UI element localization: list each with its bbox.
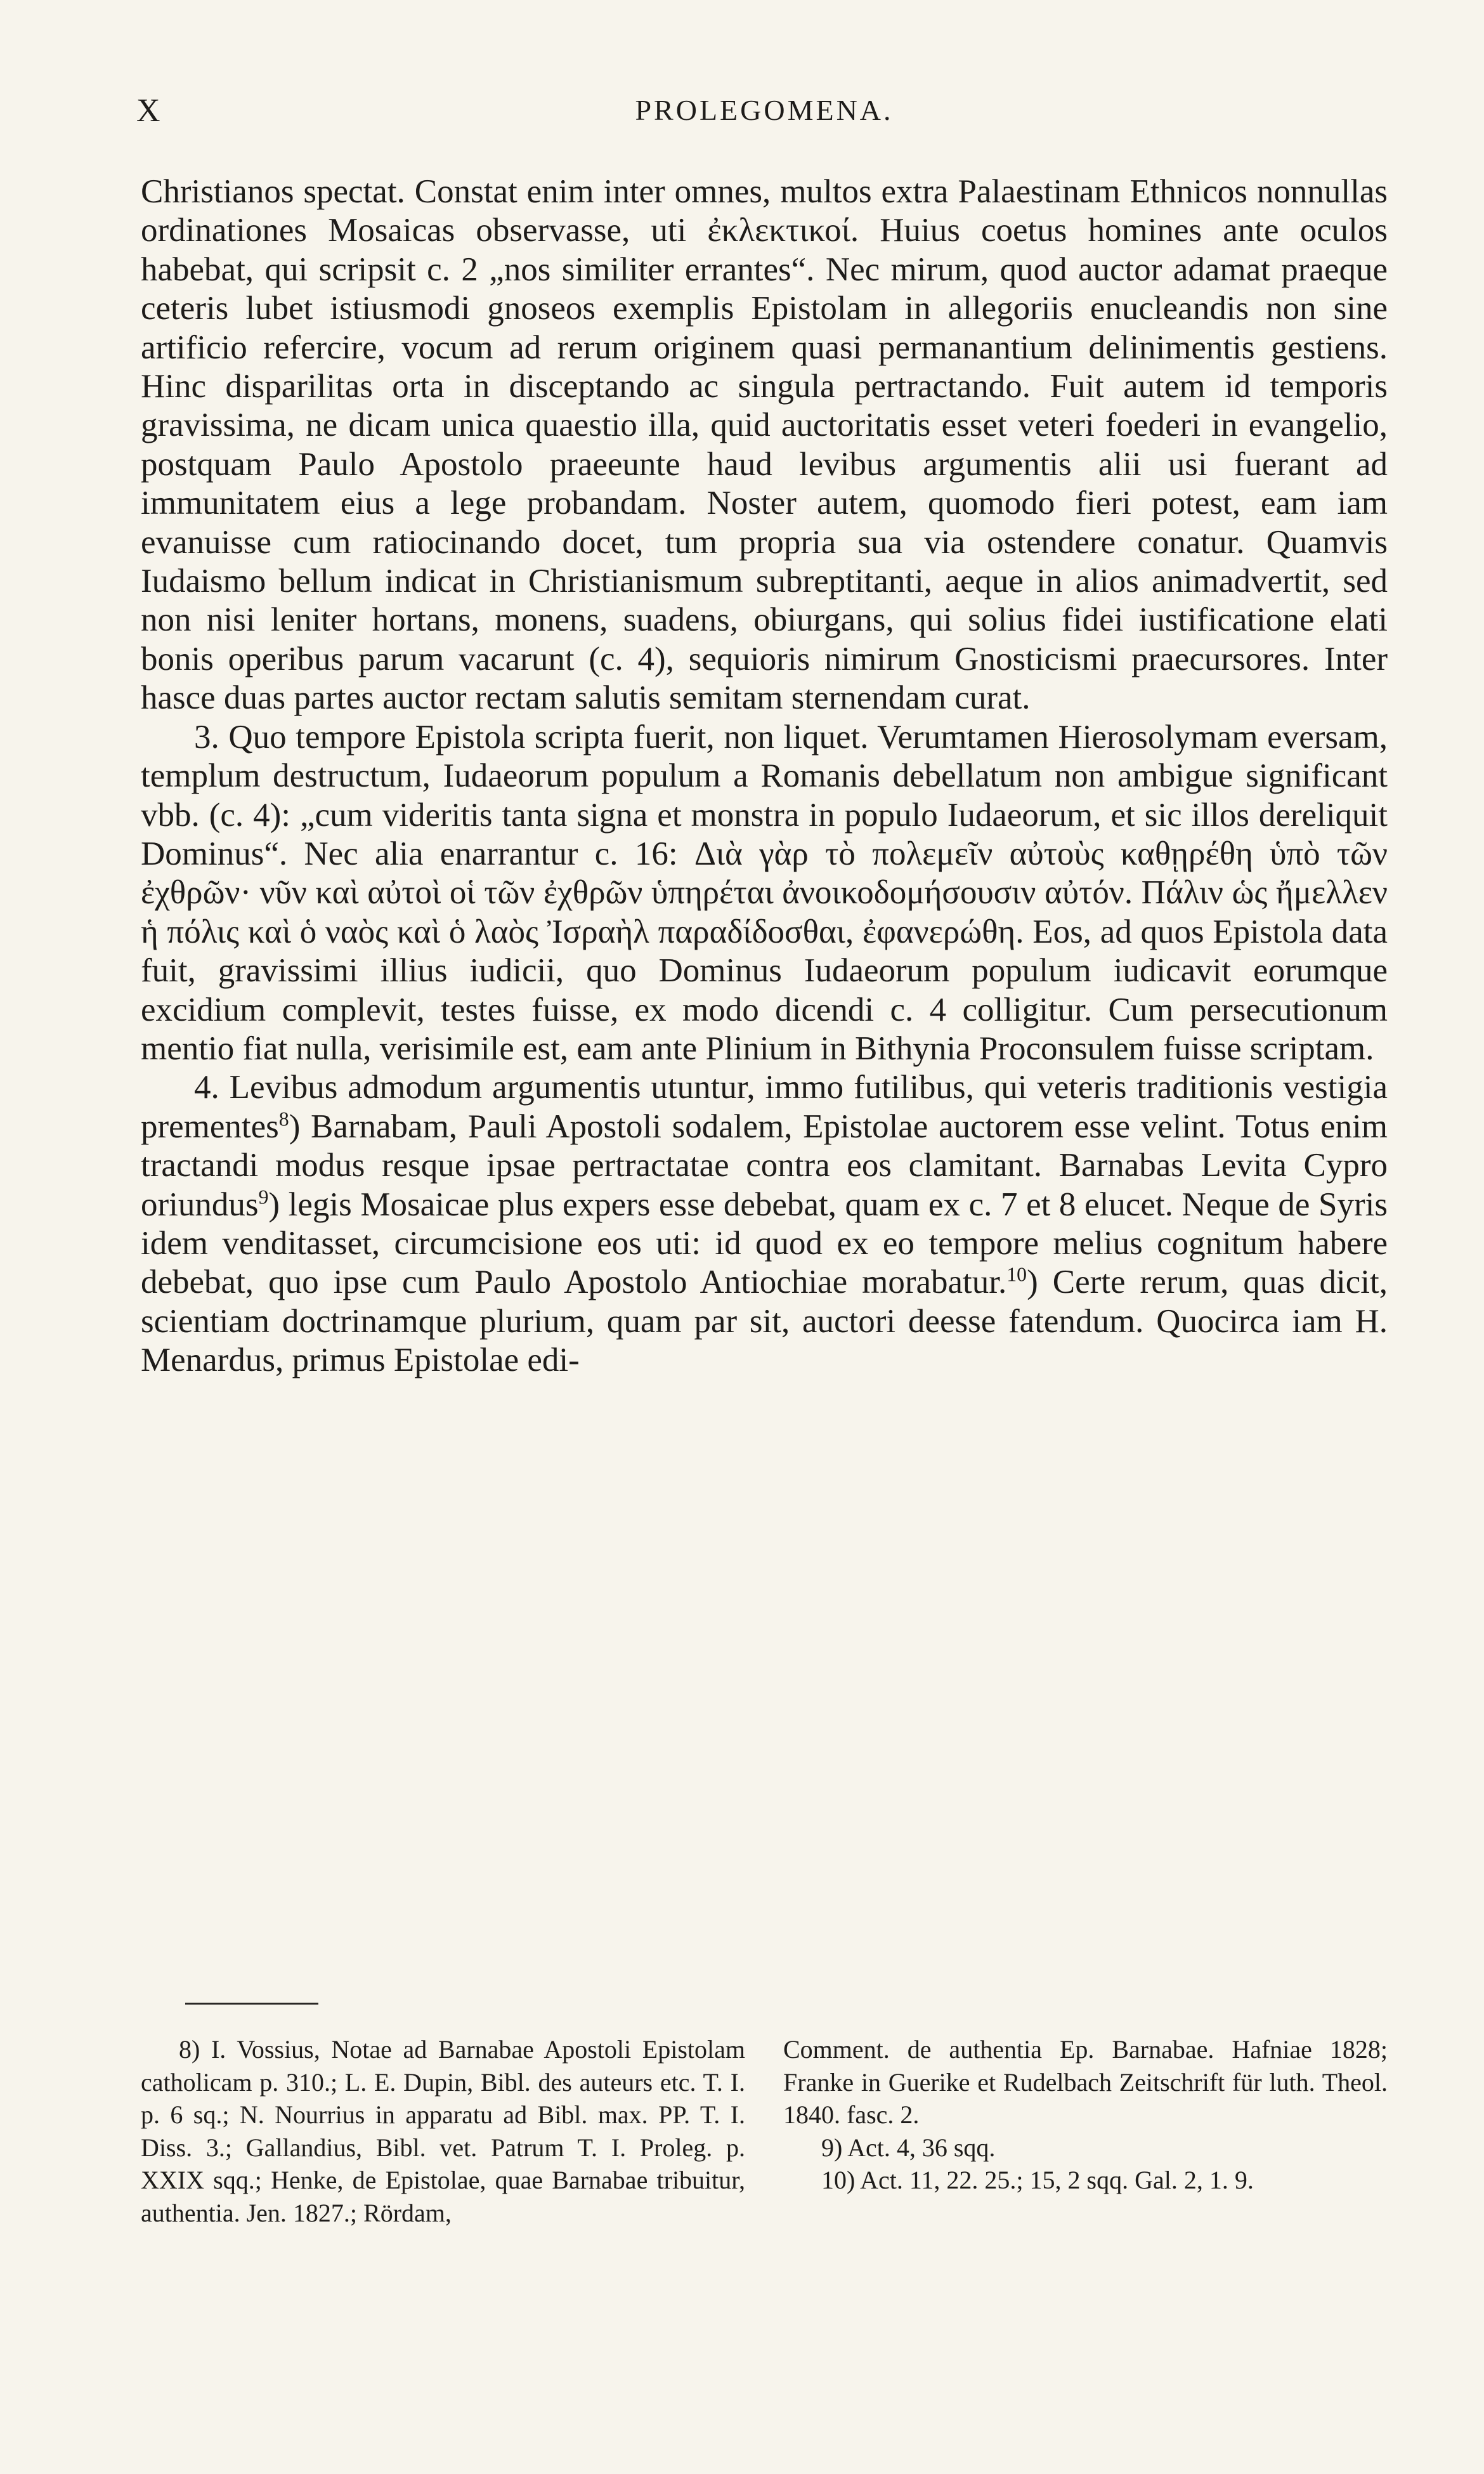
paragraph-section-3: 3. Quo tempore Epistola scripta fuerit, non liquet. Verumtamen Hierosolymam eversam, templum destructum, Iudaeorum populum a Romanis debellatum non ambigue significant vbb. (c. 4): „cum videritis tanta signa et monstra in populo Iudaeorum, et sic illos dereliquit Dominus“. Nec alia enarrantur c. 16: Διὰ γὰρ τὸ πολεμεῖν αὐτοὺς καθῃρέθη ὑπὸ τῶν ἐχθρῶν· νῦν καὶ αὐτοὶ οἱ τῶν ἐχθρῶν ὑπηρέται ἀνοικοδομήσουσιν αὐτόν. Πάλιν ὡς ἤμελλεν ἡ πόλις καὶ ὁ ναὸς καὶ ὁ λαὸς Ἰσραὴλ παραδίδοσθαι, ἐφανερώθη. Eos, ad quos Epistola data fuit, gravissimi illius iudicii, quo Dominus Iudaeorum populum iudicavit eorumque excidium complevit, testes fuisse, ex modo dicendi c. 4 colligitur. Cum persecutionum mentio fiat nulla, verisimile est, eam ante Plinium in Bithynia Proconsulem fuisse scriptam. xyxy=(141,718,1388,1067)
paragraph-section-4 xyxy=(141,1068,1388,1380)
footnote-8-continued: Comment. de authentia Ep. Barnabae. Hafniae 1828; Franke in Guerike et Rudelbach Zeitschrift für luth. Theol. 1840. fasc. 2. xyxy=(783,2035,1388,2129)
footnote-ref-9[interactable]: 9 xyxy=(258,1185,269,1208)
section-4-text-d: ) Certe rerum, quas dicit, scientiam doctrinamque plurium, quam par sit, auctori deesse fatendum. Quocirca iam H. Menardus, primus Epistolae edi- xyxy=(141,1264,1388,1379)
page-header xyxy=(136,92,1392,136)
footnotes xyxy=(141,2033,1388,2229)
page-number: X xyxy=(136,93,162,129)
section-4-text-a: 4. Levibus admodum argumentis utuntur, immo futilibus, qui veteris traditionis vestigia prementes xyxy=(141,1069,1388,1145)
footnote-9: 9) Act. 4, 36 sqq. xyxy=(821,2133,996,2162)
footnote-8: 8) I. Vossius, Notae ad Barnabae Apostoli Epistolam catholicam p. 310.; L. E. Dupin, Bibl. des auteurs etc. T. I. p. 6 sq.; N. Nourrius in apparatu ad Bibl. max. PP. T. I. Diss. 3.; Gallandius, Bibl. vet. Patrum T. I. Proleg. p. XXIX sqq.; Henke, de Epistolae, quae Barnabae tribuitur, authentia. Jen. 1827.; Rördam, xyxy=(141,2035,745,2227)
footnote-ref-8[interactable]: 8 xyxy=(278,1108,289,1130)
footnote-10: 10) Act. 11, 22. 25.; 15, 2 sqq. Gal. 2, 1. 9. xyxy=(821,2166,1254,2194)
section-4-text-b: ) Barnabam, Pauli Apostoli sodalem, Epistolae auctorem esse velint. Totus enim tractandi modus resque ipsae pertractatae contra eos clamitant. Barnabas Levita Cypro oriundus xyxy=(141,1108,1388,1223)
footnote-rule xyxy=(185,2003,318,2005)
footnote-ref-10[interactable]: 10 xyxy=(1006,1263,1027,1286)
section-4-text-c: ) legis Mosaicae plus expers esse debebat, quam ex c. 7 et 8 elucet. Neque de Syris idem venditasset, circumcisione eos uti: id quod ex eo tempore melius cognitum habere debebat, quo ipse cum Paulo Apostolo Antiochiae morabatur. xyxy=(141,1186,1388,1301)
paragraph-continuation: Christianos spectat. Constat enim inter omnes, multos extra Palaestinam Ethnicos nonnullas ordinationes Mosaicas observasse, uti ἐκλεκτικοί. Huius coetus homines ante oculos habebat, qui scripsit c. 2 „nos similiter errantes“. Nec mirum, quod auctor adamat praeque ceteris lubet istiusmodi gnoseos exemplis Epistolam in allegoriis enucleandis non sine artificio refercire, vocum ad rerum originem quasi permanantium delinimentis gestiens. Hinc disparilitas orta in disceptando ac singula pertractando. Fuit autem id temporis gravissima, ne dicam unica quaestio illa, quid auctoritatis esset veteri foederi in evangelio, postquam Paulo Apostolo praeeunte haud levibus argumentis alii usi fuerant ad immunitatem eius a lege probandam. Noster autem, quomodo fieri potest, eam iam evanuisse cum ratiocinando docet, tum propria sua via ostendere conatur. Quamvis Iudaismo bellum indicat in Christianismum subreptitanti, aeque in alios animadvertit, sed non nisi leniter hortans, monens, suadens, obiurgans, qui solius fidei iustificatione elati bonis operibus parum vacarunt (c. 4), sequioris nimirum Gnosticismi praecursores. Inter hasce duas partes auctor rectam salutis semitam sternendam curat. xyxy=(141,173,1388,717)
running-title: PROLEGOMENA. xyxy=(635,94,894,126)
main-text xyxy=(141,173,1388,1380)
